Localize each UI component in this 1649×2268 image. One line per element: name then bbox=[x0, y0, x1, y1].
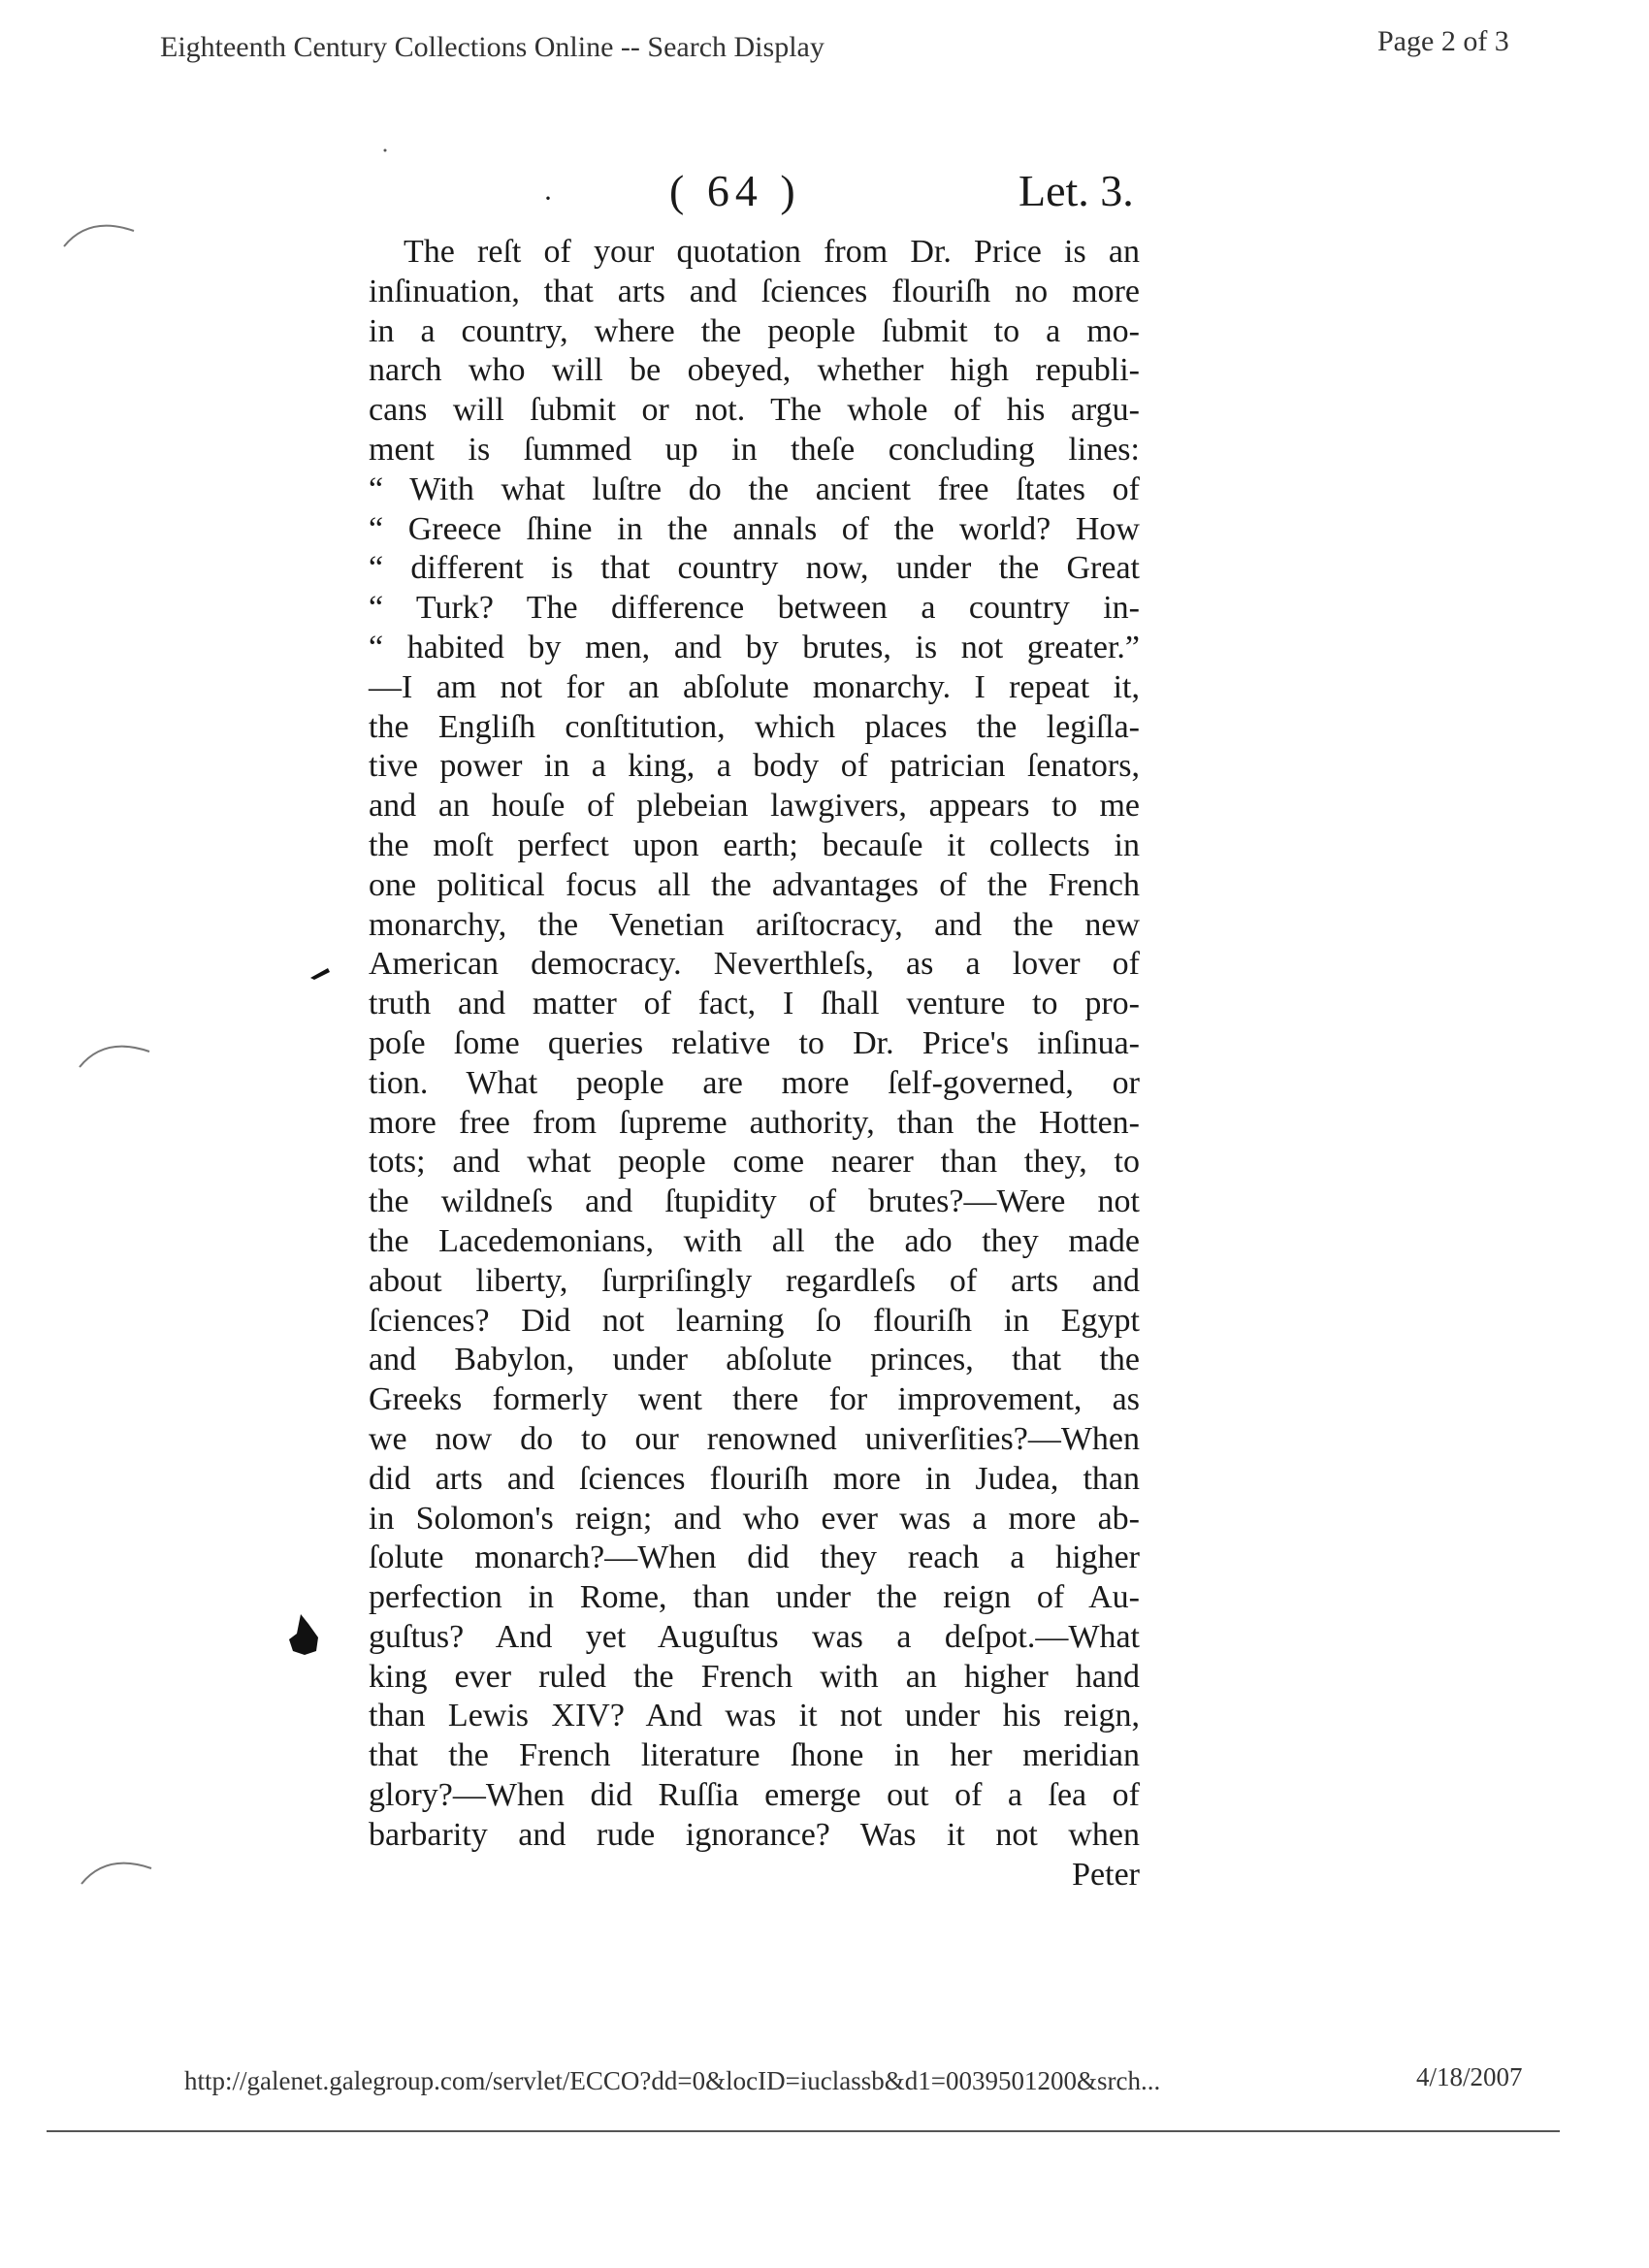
ink-blot-small bbox=[308, 966, 332, 982]
catchword: Peter bbox=[1072, 1856, 1140, 1893]
text-line: barbarity and rude ignorance? Was it not when bbox=[369, 1816, 1140, 1853]
text-line: in a country, where the people ſubmit to a mo- bbox=[369, 312, 1140, 349]
text-line: that the French literature ſhone in her meridian bbox=[369, 1737, 1140, 1774]
text-line: cans will ſubmit or not. The whole of his argu- bbox=[369, 392, 1140, 429]
text-line: the Lacedemonians, with all the ado they made bbox=[369, 1222, 1140, 1259]
page-number: ( 64 ) bbox=[669, 166, 801, 215]
text-line: “ Turk? The difference between a country in- bbox=[369, 590, 1140, 627]
text-line: king ever ruled the French with an higher hand bbox=[369, 1658, 1140, 1695]
ink-blot-large bbox=[287, 1612, 322, 1657]
text-line: and Babylon, under abſolute princes, that the bbox=[369, 1342, 1140, 1378]
text-line: The reſt of your quotation from Dr. Price is an bbox=[404, 234, 1140, 270]
text-line: “ habited by men, and by brutes, is not greater.” bbox=[369, 629, 1140, 665]
text-line: tive power in a king, a body of patrician ſenators, bbox=[369, 748, 1140, 785]
letter-body-text bbox=[369, 233, 1140, 1895]
binder-hole-shadow-bottom bbox=[78, 1849, 155, 1888]
text-line: the Engliſh conſtitution, which places the legiſla- bbox=[369, 708, 1140, 745]
text-line: American democracy. Neverthleſs, as a lover of bbox=[369, 946, 1140, 983]
text-line: one political focus all the advantages of the French bbox=[369, 866, 1140, 903]
text-line: perfection in Rome, than under the reign of Au- bbox=[369, 1579, 1140, 1616]
footer-date: 4/18/2007 bbox=[1416, 2062, 1523, 2091]
running-head bbox=[0, 165, 1649, 233]
text-line: inſinuation, that arts and ſciences flouriſh no more bbox=[369, 273, 1140, 309]
stray-speck bbox=[382, 147, 388, 153]
text-line: more free from ſupreme authority, than the Hotten- bbox=[369, 1104, 1140, 1141]
text-line: the moſt perfect upon earth; becauſe it collects in bbox=[369, 826, 1140, 863]
text-line: truth and matter of fact, I ſhall venture to pro- bbox=[369, 986, 1140, 1022]
text-line: in Solomon's reign; and who ever was a more ab- bbox=[369, 1500, 1140, 1537]
text-line: monarchy, the Venetian ariſtocracy, and the new bbox=[369, 906, 1140, 943]
text-line: Greeks formerly went there for improvement, as bbox=[369, 1381, 1140, 1418]
text-line: “ Greece ſhine in the annals of the world? How bbox=[369, 510, 1140, 547]
text-line: than Lewis XIV? And was it not under his reign, bbox=[369, 1698, 1140, 1734]
text-line: the wildneſs and ſtupidity of brutes?—Were not bbox=[369, 1183, 1140, 1220]
text-line: about liberty, ſurpriſingly regardleſs of arts and bbox=[369, 1262, 1140, 1299]
print-header-title: Eighteenth Century Collections Online -- Search Display bbox=[160, 31, 824, 63]
text-line: did arts and ſciences flouriſh more in Judea, than bbox=[369, 1460, 1140, 1497]
text-line: —I am not for an abſolute monarchy. I repeat it, bbox=[369, 668, 1140, 705]
footer-divider bbox=[47, 2130, 1560, 2132]
binder-hole-shadow-middle bbox=[76, 1032, 153, 1071]
text-line: poſe ſome queries relative to Dr. Price's inſinua- bbox=[369, 1024, 1140, 1061]
text-line: narch who will be obeyed, whether high republi- bbox=[369, 352, 1140, 389]
text-line: ment is ſummed up in theſe concluding lines: bbox=[369, 431, 1140, 468]
text-line: tion. What people are more ſelf-governed, or bbox=[369, 1064, 1140, 1101]
text-line: “ With what luſtre do the ancient free ſtates of bbox=[369, 470, 1140, 507]
text-line: glory?—When did Ruſſia emerge out of a ſea of bbox=[369, 1777, 1140, 1814]
text-line: “ different is that country now, under the Great bbox=[369, 550, 1140, 587]
letter-number: Let. 3. bbox=[1018, 166, 1134, 215]
print-header-page-count: Page 2 of 3 bbox=[1377, 25, 1509, 57]
text-line: and an houſe of plebeian lawgivers, appears to me bbox=[369, 788, 1140, 825]
text-line: ſciences? Did not learning ſo flouriſh in Egypt bbox=[369, 1302, 1140, 1339]
text-line: tots; and what people come nearer than they, to bbox=[369, 1144, 1140, 1181]
text-line: ſolute monarch?—When did they reach a higher bbox=[369, 1539, 1140, 1576]
footer-url: http://galenet.galegroup.com/servlet/ECCO?dd=0&locID=iuclassb&d1=0039501200&srch... bbox=[184, 2066, 1161, 2095]
text-line: we now do to our renowned univerſities?—When bbox=[369, 1420, 1140, 1457]
text-line: guſtus? And yet Auguſtus was a deſpot.—What bbox=[369, 1618, 1140, 1655]
running-head-dot: · bbox=[543, 182, 553, 214]
